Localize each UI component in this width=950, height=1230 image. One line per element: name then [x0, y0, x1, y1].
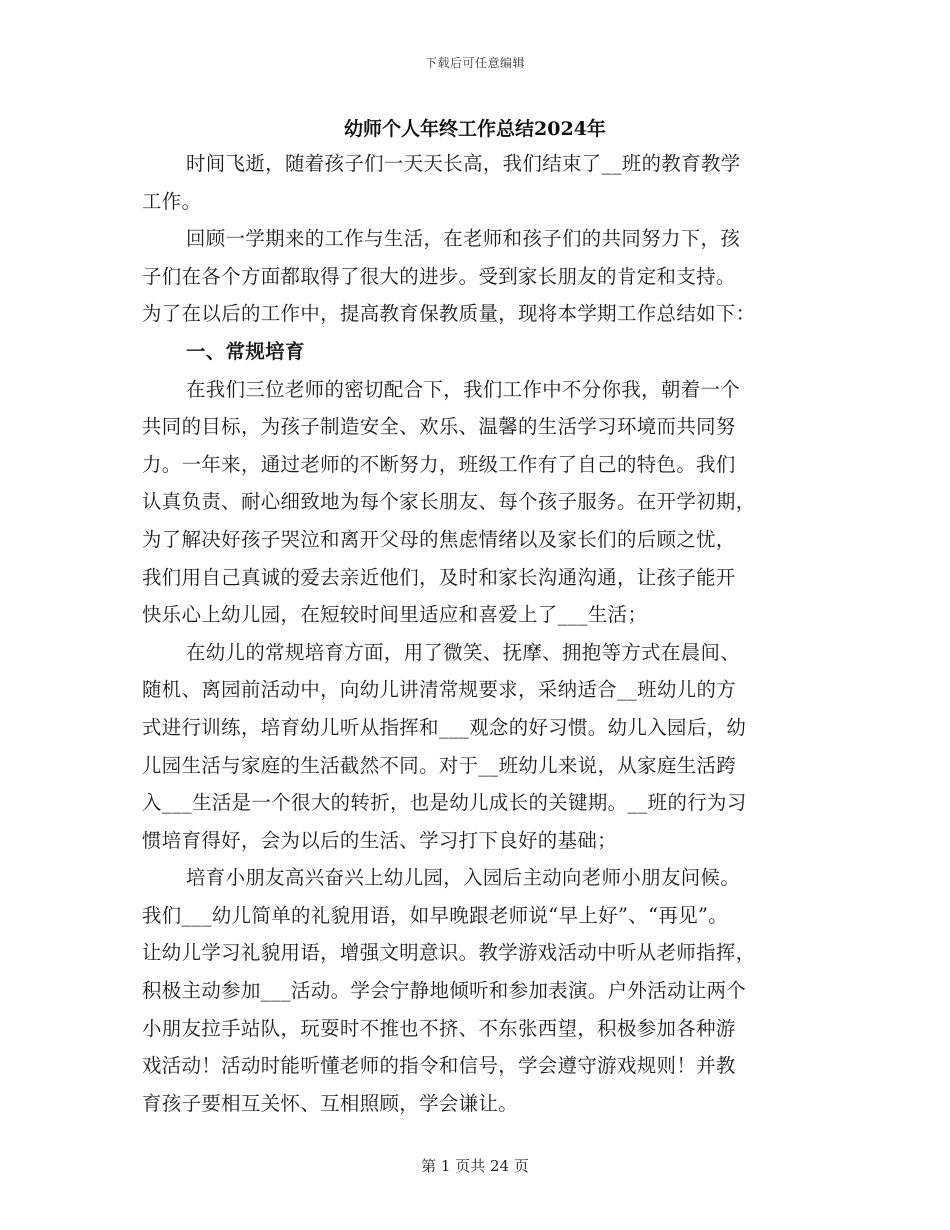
header-note: 下载后可任意编辑: [424, 56, 525, 70]
section-heading: 一、常规培育: [186, 339, 305, 363]
page-title: 幼师个人年终工作总结2024年: [344, 118, 606, 140]
text-line: 惯培育得好，会为以后的生活、学习打下良好的基础；: [142, 828, 617, 852]
text-line: 小朋友拉手站队，玩耍时不推也不挤、不东张西望，积极参加各种游: [142, 1016, 736, 1040]
text-line: 式进行训练，培育幼儿听从指挥和___观念的好习惯。幼儿入园后，幼: [142, 715, 747, 739]
text-line: 工作。: [142, 189, 202, 213]
text-line: 为了解决好孩子哭泣和离开父母的焦虑情绪以及家长们的后顾之忧，: [142, 527, 736, 551]
text-line: 共同的目标，为孩子制造安全、欢乐、温馨的生活学习环境而共同努: [142, 415, 736, 439]
text-line: 在幼儿的常规培育方面，用了微笑、抚摩、拥抱等方式在晨间、: [186, 640, 741, 664]
text-line: 积极主动参加___活动。学会宁静地倾听和参加表演。户外活动让两个: [142, 979, 747, 1003]
text-line: 快乐心上幼儿园，在短较时间里适应和喜爱上了___生活；: [142, 603, 648, 627]
text-line: 培育小朋友高兴奋兴上幼儿园，入园后主动向老师小朋友问候。: [186, 866, 741, 890]
text-line: 力。一年来，通过老师的不断努力，班级工作有了自己的特色。我们: [142, 452, 736, 476]
text-line: 子们在各个方面都取得了很大的进步。受到家长朋友的肯定和支持。: [142, 264, 736, 288]
text-line: 为了在以后的工作中，提高教育保教质量，现将本学期工作总结如下：: [142, 302, 756, 326]
text-line: 戏活动！活动时能听懂老师的指令和信号，学会遵守游戏规则！并教: [142, 1054, 736, 1078]
document-body: [142, 145, 814, 1122]
text-line: 入___生活是一个很大的转折，也是幼儿成长的关键期。__班的行为习: [142, 791, 747, 815]
text-line: 回顾一学期来的工作与生活，在老师和孩子们的共同努力下，孩: [186, 227, 741, 251]
text-line: 儿园生活与家庭的生活截然不同。对于__班幼儿来说，从家庭生活跨: [142, 753, 737, 777]
text-line: 随机、离园前活动中，向幼儿讲清常规要求，采纳适合__班幼儿的方: [142, 678, 737, 702]
text-line: 在我们三位老师的密切配合下，我们工作中不分你我，朝着一个: [186, 377, 741, 401]
text-line: 认真负责、耐心细致地为每个家长朋友、每个孩子服务。在开学初期，: [142, 490, 756, 514]
text-line: 让幼儿学习礼貌用语，增强文明意识。教学游戏活动中听从老师指挥，: [142, 941, 756, 965]
page-footer: 第 1 页共 24 页: [421, 1157, 529, 1175]
text-line: 我们用自己真诚的爱去亲近他们，及时和家长沟通沟通，让孩子能开: [142, 565, 736, 589]
text-line: 我们___幼儿简单的礼貌用语，如早晚跟老师说“早上好”、“再见”。: [142, 903, 729, 927]
text-line: 时间飞逝，随着孩子们一天天长高，我们结束了__班的教育教学: [186, 152, 741, 175]
text-line: 育孩子要相互关怀、互相照顾，学会谦让。: [142, 1091, 519, 1115]
